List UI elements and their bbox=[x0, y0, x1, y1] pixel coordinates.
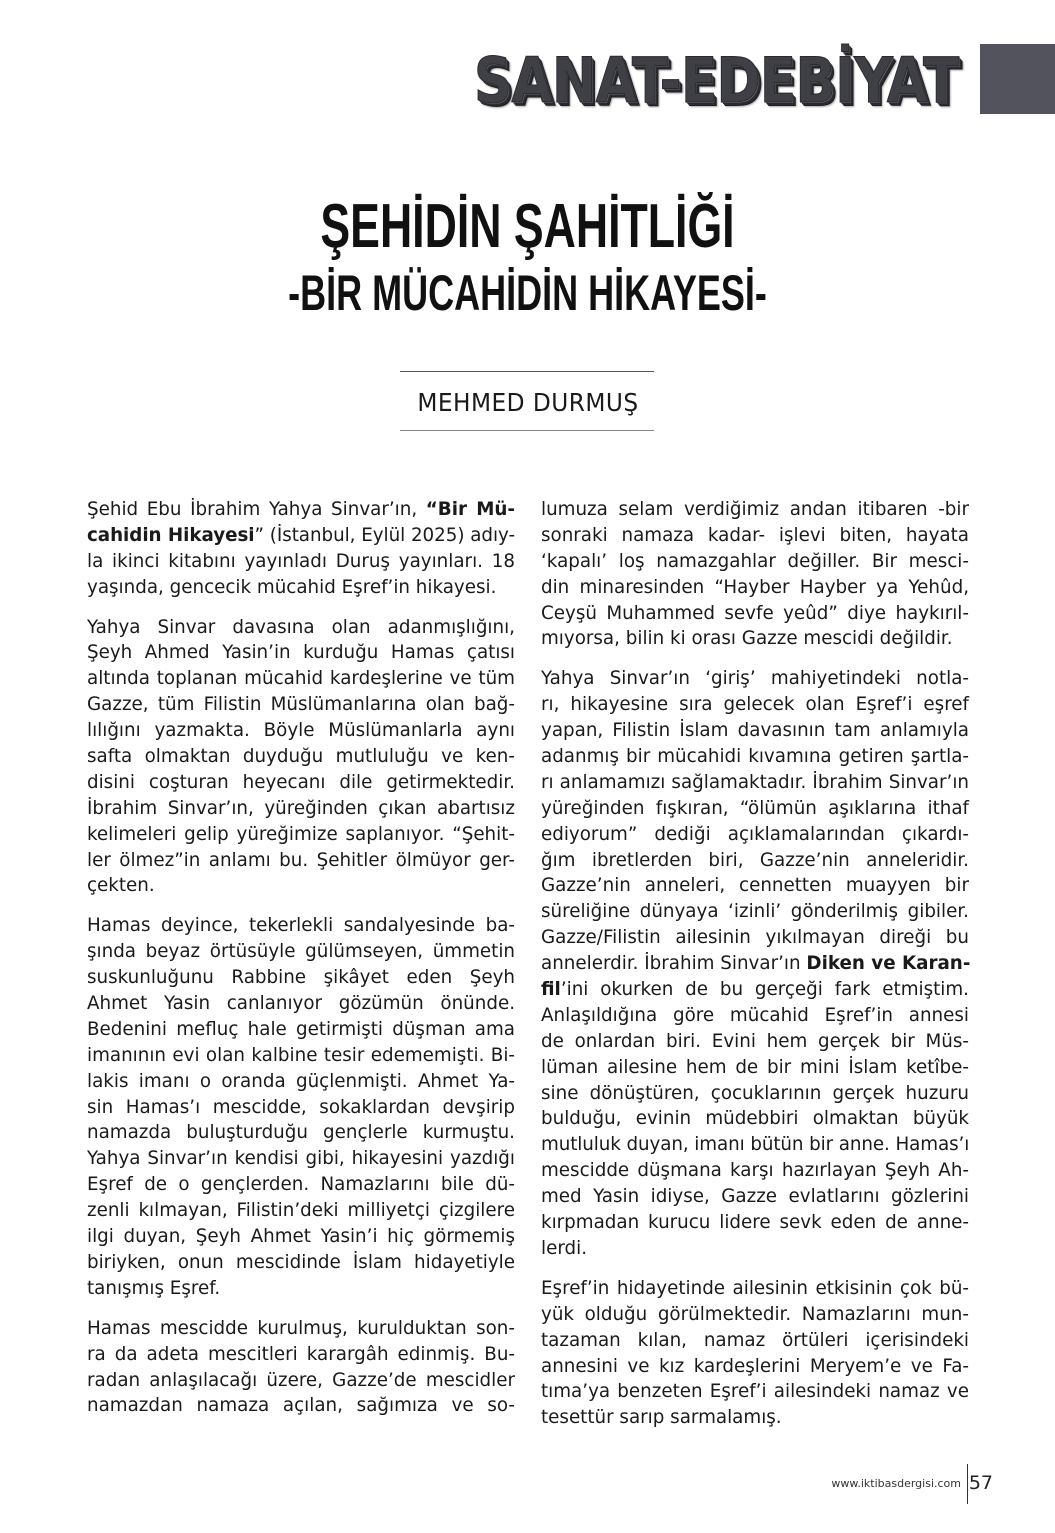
text-run: Gazze’nin anneleri, cennetten muayyen bir bbox=[541, 875, 969, 897]
text-run: mescidde düşmana karşı hazırlayan Şeyh Ah- bbox=[541, 1160, 969, 1182]
text-run: lüman ailesine hem de bir mini İslam ketîbe- bbox=[541, 1056, 969, 1078]
text-line bbox=[541, 744, 969, 770]
text-line bbox=[87, 1146, 515, 1172]
text-line bbox=[87, 1017, 515, 1043]
section-banner bbox=[395, 42, 959, 118]
author-name: MEHMED DURMUŞ bbox=[416, 388, 639, 417]
bold-text-run: Diken ve Karan- bbox=[806, 953, 971, 975]
text-line bbox=[541, 770, 969, 796]
text-line bbox=[87, 1172, 515, 1198]
text-run: Şeyh Ahmed Yasin’in kurduğu Hamas çatısı bbox=[87, 642, 515, 664]
text-run: sin Hamas’ı mescidde, sokaklardan devşirip bbox=[87, 1096, 515, 1118]
text-run: lerdi. bbox=[541, 1237, 588, 1259]
text-run: la ikinci kitabını yayınladı Duruş yayınları. 18 bbox=[87, 550, 515, 572]
text-line bbox=[541, 549, 969, 575]
article-subtitle: -BİR MÜCAHİDİN HİKAYESİ- bbox=[288, 265, 767, 321]
text-line bbox=[541, 873, 969, 899]
text-run: lumuza selam verdiğimiz andan itibaren -bir bbox=[541, 499, 969, 520]
text-line bbox=[87, 1043, 515, 1069]
text-run: rı, hikayesine sıra gelecek olan Eşref’i eşref bbox=[541, 694, 969, 716]
text-run: Gazze/Filistin ailesinin yıkılmayan direği bu bbox=[541, 927, 969, 949]
text-run: İbrahim Sinvar’ın, yüreğinden çıkan abartısız bbox=[87, 797, 515, 819]
article-paragraph bbox=[87, 497, 515, 601]
article-paragraph bbox=[541, 1276, 969, 1431]
text-run: zenli kılmayan, Filistin’deki milliyetçi çizgilere bbox=[87, 1200, 515, 1222]
text-run: din minaresinden “Hayber Hayber ya Yehûd, bbox=[541, 576, 969, 598]
text-run: Ahmet Yasin canlanıyor gözümün önünde. bbox=[87, 993, 515, 1015]
article-paragraph bbox=[541, 497, 969, 652]
text-run: sine dönüştüren, çocuklarının gerçek huzuru bbox=[541, 1082, 969, 1104]
text-line bbox=[541, 848, 969, 874]
text-line bbox=[541, 1003, 969, 1029]
footer-website-link[interactable]: www.iktibasdergisi.com bbox=[831, 1477, 961, 1490]
text-line bbox=[541, 601, 969, 627]
text-run: tanışmış Eşref. bbox=[87, 1277, 221, 1299]
text-run: Gazze, tüm Filistin Müslümanlarına olan bağ- bbox=[87, 694, 515, 716]
page-number: 57 bbox=[968, 1472, 993, 1494]
text-line bbox=[87, 718, 515, 744]
text-run: safta olmaktan duyduğu mutluluğu ve ken- bbox=[87, 746, 515, 768]
text-line bbox=[87, 640, 515, 666]
text-run: mıyorsa, bilin ki orası Gazze mescidi değildir. bbox=[541, 628, 953, 650]
text-line bbox=[541, 666, 969, 692]
text-line bbox=[541, 1081, 969, 1107]
text-line bbox=[541, 1379, 969, 1405]
bold-text-run: cahidin Hikayesi bbox=[87, 524, 255, 546]
text-run: tazaman kılan, namaz örtüleri içerisindeki bbox=[541, 1329, 969, 1351]
text-line bbox=[541, 1158, 969, 1184]
article-paragraph bbox=[541, 666, 969, 1261]
text-line bbox=[87, 1250, 515, 1276]
text-line bbox=[541, 822, 969, 848]
text-run: yüreğinden fışkıran, “ölümün aşıklarına ithaf bbox=[541, 797, 969, 819]
text-run: yük olduğu görülmektedir. Namazlarını mun- bbox=[541, 1303, 969, 1325]
text-run: mutluluk duyan, imanı bütün bir anne. Hamas’ı bbox=[541, 1134, 970, 1156]
text-line bbox=[87, 796, 515, 822]
text-line bbox=[541, 1029, 969, 1055]
text-run: tıma’ya benzeten Eşref’i ailesindeki namaz ve bbox=[541, 1381, 969, 1403]
text-line bbox=[541, 1405, 969, 1431]
text-run: ler ölmez”in anlamı bu. Şehitler ölmüyor ger- bbox=[87, 849, 515, 871]
text-line bbox=[541, 1354, 969, 1380]
text-line bbox=[87, 1224, 515, 1250]
article-title-block bbox=[0, 192, 1055, 321]
text-run: med Yasin idiyse, Gazze evlatlarını gözlerini bbox=[541, 1186, 969, 1208]
text-line bbox=[87, 991, 515, 1017]
body-column-right bbox=[541, 497, 969, 1445]
text-line bbox=[541, 718, 969, 744]
text-line bbox=[541, 1055, 969, 1081]
text-run: tesettür sarıp sarmalamış. bbox=[541, 1407, 782, 1429]
text-line bbox=[87, 913, 515, 939]
text-run: yaşında, gencecik mücahid Eşref’in hikayesi. bbox=[87, 576, 497, 598]
bold-text-run: fil bbox=[541, 979, 561, 1001]
text-run: Şehid Ebu İbrahim Yahya Sinvar’ın, bbox=[87, 499, 426, 520]
author-divider-top bbox=[400, 371, 654, 372]
text-run: namazda buluşturduğu gençlerle kurmuştu. bbox=[87, 1122, 515, 1144]
text-run: lakis imanı o oranda güçlenmişti. Ahmet Ya- bbox=[87, 1070, 515, 1092]
text-run: Eşref de o gençlerden. Namazlarını bile dü- bbox=[87, 1174, 515, 1196]
text-run: lılığını yazmakta. Böyle Müslümanlarla aynı bbox=[87, 720, 515, 742]
text-line bbox=[87, 615, 515, 641]
author-divider-bottom bbox=[400, 430, 654, 431]
text-line bbox=[87, 822, 515, 848]
text-line bbox=[87, 1368, 515, 1394]
author-byline bbox=[0, 388, 1055, 417]
text-line bbox=[541, 692, 969, 718]
text-run: radan anlaşılacağı üzere, Gazze’de mescidler bbox=[87, 1369, 515, 1391]
text-run: annelerdir. İbrahim Sinvar’ın bbox=[541, 953, 807, 975]
text-run: Anlaşıldığına göre mücahid Eşref’in annesi bbox=[541, 1004, 969, 1026]
text-run: annesini ve kız kardeşlerini Meryem’e ve Fa- bbox=[541, 1355, 969, 1377]
text-run: ’ini okurken de bu gerçeği fark etmiştim. bbox=[560, 979, 969, 1001]
text-line bbox=[87, 692, 515, 718]
text-line bbox=[541, 1132, 969, 1158]
text-line bbox=[87, 497, 515, 523]
article-paragraph bbox=[87, 615, 515, 900]
text-run: bulduğu, evinin müdebbiri olmaktan büyük bbox=[541, 1108, 969, 1130]
body-column-left bbox=[87, 497, 515, 1433]
text-run: altında toplanan mücahid kardeşlerine ve tüm bbox=[87, 668, 515, 690]
text-run: kelimeleri gelip yüreğimize saplanıyor. “Şehit- bbox=[87, 823, 515, 845]
text-line bbox=[87, 523, 515, 549]
text-run: imanının evi olan kalbine tesir edememişti. Bi- bbox=[87, 1044, 515, 1066]
page-footer bbox=[815, 1464, 1055, 1504]
text-line bbox=[87, 1316, 515, 1342]
text-run: Yahya Sinvar’ın ‘giriş’ mahiyetindeki notla- bbox=[541, 668, 969, 690]
text-line bbox=[541, 1302, 969, 1328]
text-run: namazdan namaza açılan, sağımıza ve so- bbox=[87, 1395, 515, 1417]
text-line bbox=[541, 523, 969, 549]
text-run: disini coşturan heyecanı dile getirmektedir. bbox=[87, 771, 515, 793]
text-line bbox=[541, 1328, 969, 1354]
section-tab-block bbox=[980, 44, 1055, 114]
section-title: SANAT-EDEBİYAT bbox=[474, 43, 959, 117]
text-line bbox=[541, 626, 969, 652]
text-line bbox=[541, 951, 969, 977]
text-run: ilgi duyan, Şeyh Ahmet Yasin’i hiç görmemiş bbox=[87, 1226, 515, 1248]
text-line bbox=[87, 1198, 515, 1224]
text-line bbox=[541, 925, 969, 951]
text-line bbox=[87, 549, 515, 575]
text-line bbox=[541, 796, 969, 822]
text-run: süreliğine dünyaya ‘izinli’ gönderilmiş gibiler. bbox=[541, 901, 969, 923]
text-run: Hamas deyince, tekerlekli sandalyesinde ba- bbox=[87, 915, 515, 937]
text-line bbox=[87, 965, 515, 991]
text-line bbox=[87, 873, 515, 899]
text-run: ğım ibretlerden biri, Gazze’nin anneleridir. bbox=[541, 849, 969, 871]
text-run: ” (İstanbul, Eylül 2025) adıy- bbox=[254, 524, 516, 546]
text-run: rı anlamamızı sağlamaktadır. İbrahim Sinvar’ın bbox=[541, 771, 969, 793]
text-run: suskunluğunu Rabbine şikâyet eden Şeyh bbox=[87, 967, 515, 989]
text-line bbox=[541, 575, 969, 601]
text-line bbox=[87, 744, 515, 770]
bold-text-run: “Bir Mü- bbox=[425, 499, 515, 520]
text-run: Yahya Sinvar davasına olan adanmışlığını, bbox=[87, 616, 515, 638]
text-line bbox=[87, 1095, 515, 1121]
text-line bbox=[87, 939, 515, 965]
article-paragraph bbox=[87, 1316, 515, 1420]
text-run: adanmış bir mücahidi kıvamına getiren şartla- bbox=[541, 746, 969, 768]
text-line bbox=[87, 1393, 515, 1419]
article-title: ŞEHİDİN ŞAHİTLİĞİ bbox=[320, 192, 735, 261]
text-run: Ceyşü Muhammed sevfe yeûd” diye haykırıl- bbox=[541, 602, 969, 624]
text-line bbox=[87, 770, 515, 796]
text-line bbox=[87, 1069, 515, 1095]
text-run: yapan, Filistin İslam davasının tam anlamıyla bbox=[541, 720, 969, 742]
text-run: çekten. bbox=[87, 875, 155, 897]
article-paragraph bbox=[87, 913, 515, 1301]
text-run: biriyken, onun mescidinde İslam hidayetiyle bbox=[87, 1251, 515, 1273]
text-run: kırpmadan kurucu lidere sevk eden de anne- bbox=[541, 1212, 969, 1234]
text-run: Bedenini mefluç hale getirmişti düşman ama bbox=[87, 1018, 515, 1040]
text-line bbox=[541, 1210, 969, 1236]
text-line bbox=[87, 1342, 515, 1368]
text-line bbox=[541, 1184, 969, 1210]
text-line bbox=[87, 848, 515, 874]
text-line bbox=[87, 1120, 515, 1146]
text-run: şında beyaz örtüsüyle gülümseyen, ümmetin bbox=[87, 941, 515, 963]
text-run: Yahya Sinvar’ın kendisi gibi, hikayesini yazdığı bbox=[87, 1148, 515, 1170]
text-run: ra da adeta mescitleri karargâh edinmiş. Bu- bbox=[87, 1343, 515, 1365]
text-run: Eşref’in hidayetinde ailesinin etkisinin çok bü- bbox=[541, 1277, 969, 1299]
text-line bbox=[541, 1236, 969, 1262]
text-line bbox=[87, 1276, 515, 1302]
text-line bbox=[87, 666, 515, 692]
text-line bbox=[541, 497, 969, 523]
text-line bbox=[541, 977, 969, 1003]
text-run: sonraki namaza kadar- işlevi biten, hayata bbox=[541, 524, 969, 546]
text-line bbox=[541, 899, 969, 925]
text-line bbox=[541, 1276, 969, 1302]
text-line bbox=[87, 575, 515, 601]
text-line bbox=[541, 1106, 969, 1132]
text-run: ‘kapalı’ loş namazgahlar değiller. Bir mesci- bbox=[541, 550, 969, 572]
text-run: ediyorum” dediği açıklamalarından çıkardı- bbox=[541, 823, 969, 845]
text-run: Hamas mescidde kurulmuş, kurulduktan son- bbox=[87, 1317, 515, 1339]
text-run: de onlardan biri. Evini hem gerçek bir Müs- bbox=[541, 1030, 969, 1052]
